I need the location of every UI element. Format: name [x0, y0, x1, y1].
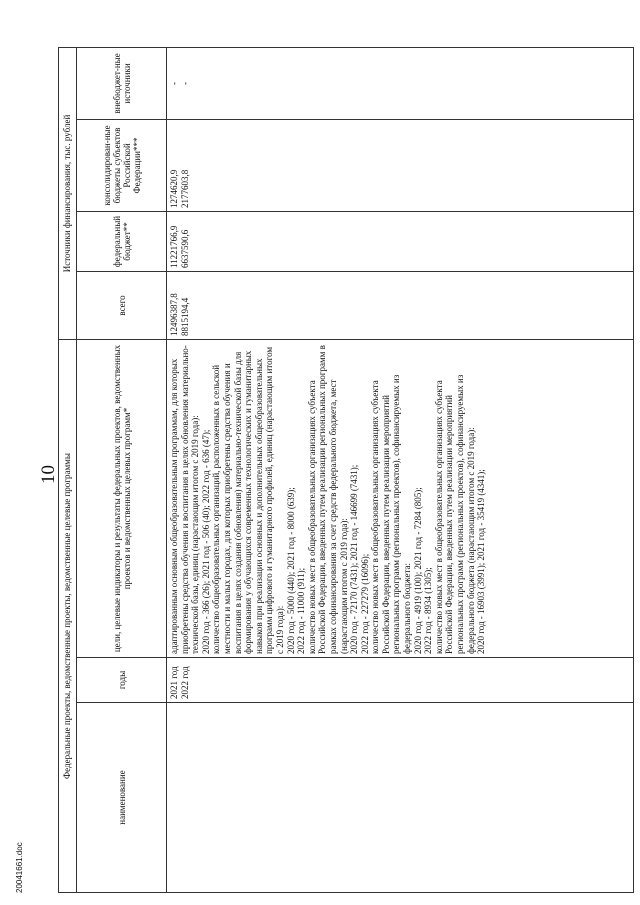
- header-financing-sources: Источники финансирования, тыс. рублей: [59, 47, 77, 339]
- regional-2021: 1274620,9: [169, 169, 179, 208]
- extra-2021: -: [169, 81, 179, 85]
- cell-total: [167, 271, 634, 339]
- page-number: 10: [38, 465, 59, 484]
- regional-2022: 2177603,8: [179, 169, 190, 208]
- indicator-paragraph: 2020 год - 16903 (3991); 2021 год - 35419 (4341);: [476, 469, 487, 654]
- header-regional-budgets: консолидирован-ные бюджеты субъектов Российской Федерации***: [77, 119, 167, 211]
- year-2022: 2022 год: [179, 666, 190, 699]
- indicator-paragraph: 2022 год - 11000 (911);: [296, 567, 307, 654]
- footer-doc-code: 20041661.doc: [15, 842, 24, 893]
- cell-regional: [167, 119, 634, 211]
- cell-extrabudgetary: [167, 47, 634, 119]
- indicator-paragraph: 2020 год - 366 (26); 2021 год - 506 (40); 2022 год - 636 (47);: [200, 429, 211, 654]
- cell-name: [167, 703, 634, 893]
- header-extrabudgetary: внебюджет-ные источники: [77, 47, 167, 119]
- indicator-paragraph: количество новых мест в общеобразовательных организациях субъекта Российской Федерации, введенных путем реализации региональных программ в рамках софинансирования за счет средств федерального бюджета, мест (нарастающим итогом с 2019 года):: [306, 345, 349, 654]
- financing-table: [58, 47, 634, 893]
- extra-2022: -: [179, 81, 190, 85]
- federal-2021: 11221766,9: [169, 225, 179, 268]
- indicator-paragraph: 2022 год - 8934 (1305);: [423, 567, 434, 654]
- header-indicators: цели, целевые индикаторы и результаты федеральных проектов, ведомственных проектов и ведомственных целевых программ*: [77, 339, 167, 657]
- indicator-paragraph: количество новых мест в общеобразовательных организациях субъекта Российской Федерации, введенных путем реализации мероприятий региональных программ (региональных проектов), софинансируемых из федерального бюджета:: [370, 374, 413, 654]
- cell-indicators: [167, 339, 634, 657]
- header-name: наименование: [77, 703, 167, 893]
- indicator-paragraph: 2020 год - 4919 (100); 2021 год - 7284 (805);: [412, 487, 423, 654]
- rotated-landscape-page: [58, 48, 634, 893]
- cell-years: [167, 658, 634, 703]
- total-2021: 12496387,8: [169, 293, 179, 336]
- indicator-paragraph: адаптированным основным общеобразовательным программам, для которых приобретены средства обучения и воспитания в целях обновления материально-технической базы, единиц (нарастающим итогом с 2019 года):: [169, 345, 201, 654]
- header-total: всего: [77, 271, 167, 339]
- indicator-paragraph: 2020 год - 5000 (440); 2021 год - 8000 (639);: [285, 487, 296, 654]
- federal-2022: 6637590,6: [179, 229, 190, 268]
- header-federal-budget: федеральный бюджет**: [77, 211, 167, 271]
- total-2022: 8815194,4: [179, 297, 190, 336]
- indicator-paragraph: 2020 год - 72170 (7431); 2021 год - 146699 (7431);: [349, 464, 360, 654]
- year-2021: 2021 год: [169, 666, 179, 699]
- indicator-paragraph: количество новых мест в общеобразовательных организациях субъекта Российской Федерации, введенных путем реализации мероприятий региональных программ (региональных проектов), софинансируемых из федерального бюджета (нарастающим итогом с 2019 года):: [433, 374, 476, 654]
- indicator-paragraph: 2022 год - 227279 (16096);: [359, 553, 370, 654]
- header-projects: Федеральные проекты, ведомственные проекты, ведомственные целевые программы: [59, 339, 77, 892]
- header-years: годы: [77, 658, 167, 703]
- indicator-paragraph: количество общеобразовательных организаций, расположенных в сельской местности и малых городах, для которых приобретены средства обучения и воспитания в целях создания (обновления) материально-технической базы для формирования у обучающихся современных технологических и гуманитарных навыков при реализации основных и дополнительных общеобразовательных программ цифрового и гуманитарного профилей, единиц (нарастающим итогом с 2019 года):: [211, 346, 285, 654]
- cell-federal: [167, 211, 634, 271]
